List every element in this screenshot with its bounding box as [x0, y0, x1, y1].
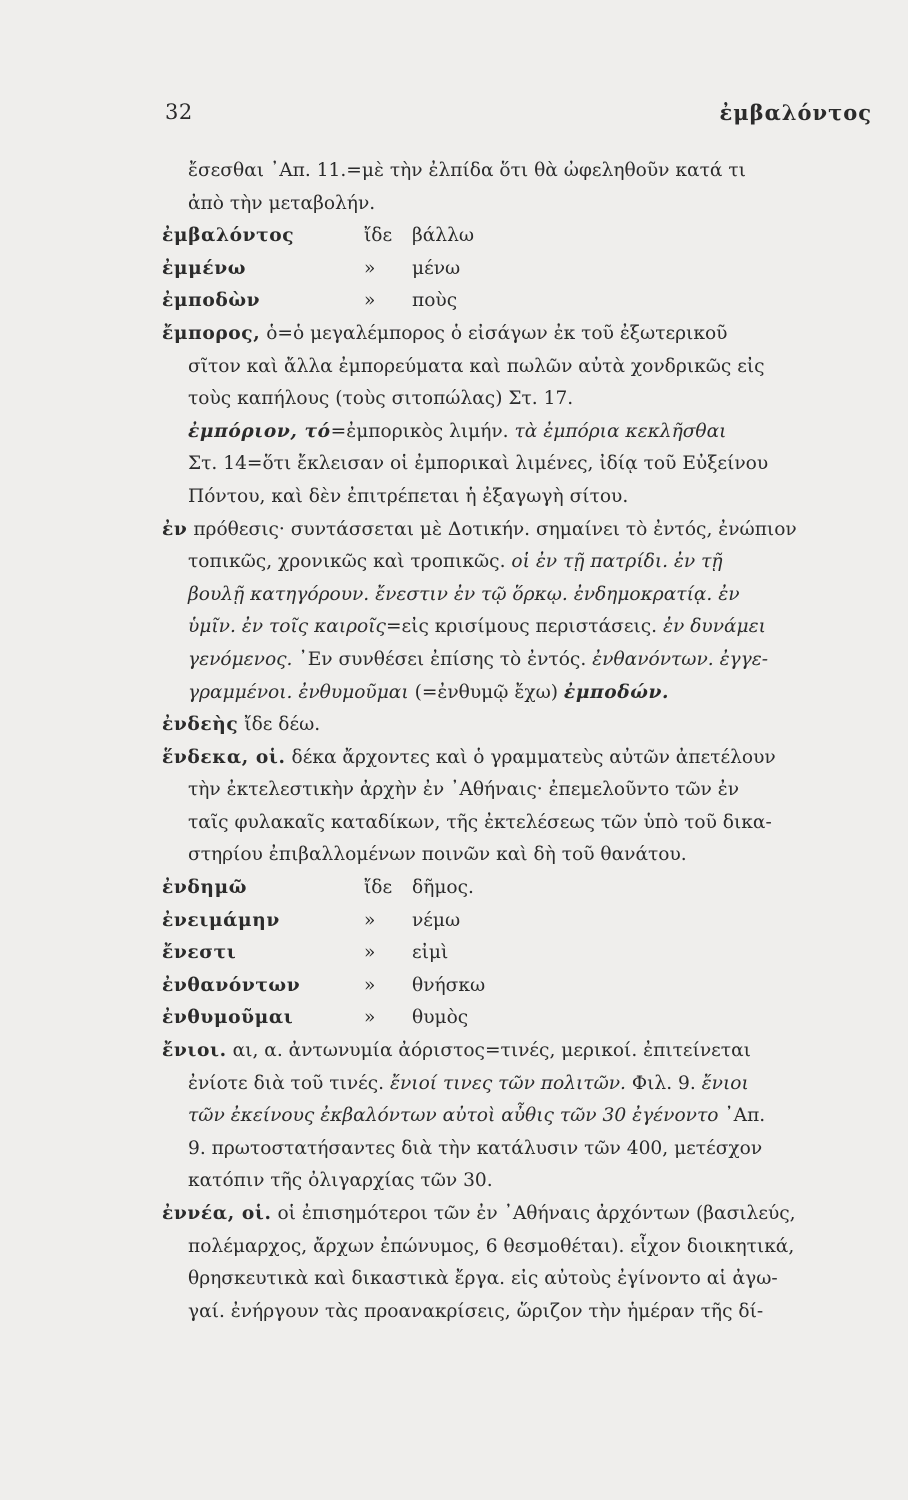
ref-mark: »: [364, 290, 376, 312]
text-line: [162, 416, 876, 449]
ref-target: βάλλω: [412, 225, 475, 247]
text-line: [162, 579, 876, 612]
ref-mark: »: [364, 1007, 376, 1029]
running-head: ἐμβαλόντος: [719, 100, 872, 125]
definition-text: οἱ ἐπισημότεροι τῶν ἐν ᾿Αθήναις ἀρχόντων (βασιλεύς,: [277, 1203, 796, 1224]
text-line: [162, 1100, 876, 1133]
definition-text: αι, α. ἀντωνυμία ἀόριστος=τινές, μερικοί. ἐπιτείνεται: [232, 1040, 751, 1062]
quotation: ὑμῖν. ἐν τοῖς καιροῖς: [188, 616, 386, 638]
definition-text: δέκα ἄρχοντες καὶ ὁ γραμματεὺς αὐτῶν ἀπετέλουν: [291, 746, 776, 768]
ref-mark: ἴδε: [364, 225, 393, 247]
text-line: Πόντου, καὶ δὲν ἐπιτρέπεται ἡ ἐξαγωγὴ σίτου.: [188, 485, 629, 507]
definition-text: τοπικῶς, χρονικῶς καὶ τροπικῶς.: [188, 551, 512, 573]
quotation: ἔνιοι: [701, 1072, 749, 1094]
text-line: [162, 1068, 876, 1101]
headword: ἔνεστι: [162, 942, 237, 964]
dictionary-text: [162, 155, 876, 1328]
headword: ἐνθανόντων: [162, 974, 301, 996]
cross-ref-entry: [162, 1002, 876, 1035]
cross-ref-entry: [162, 220, 876, 253]
entry-line: [162, 1035, 876, 1068]
definition-text: =εἰς κρισίμους περιστάσεις.: [385, 616, 663, 638]
headword: ἐνδημῶ: [162, 877, 248, 899]
entry-line: [162, 742, 876, 775]
text-line: γαί. ἐνήργουν τὰς προανακρίσεις, ὥριζον τὴν ἡμέραν τῆς δί-: [188, 1300, 764, 1322]
text-line: πολέμαρχος, ἄρχων ἐπώνυμος, 6 θεσμοθέται). εἶχον διοικητικά,: [188, 1235, 795, 1257]
cross-ref-entry: [162, 937, 876, 970]
sub-headword: ἐμπόριον, τό: [188, 420, 331, 442]
text-line: Στ. 14=ὅτι ἔκλεισαν οἱ ἐμπορικαὶ λιμένες, ἰδίᾳ τοῦ Εὐξείνου: [188, 453, 769, 475]
text-line: στηρίου ἐπιβαλλομένων ποινῶν καὶ δὴ τοῦ θανάτου.: [188, 844, 687, 866]
quotation: ἐμποδών.: [563, 681, 670, 703]
headword: ἐνθυμοῦμαι: [162, 1007, 294, 1029]
ref-target: θνήσκω: [412, 974, 486, 996]
text-line: 9. πρωτοστατήσαντες διὰ τὴν κατάλυσιν τῶν 400, μετέσχον: [188, 1137, 763, 1159]
ref-mark: »: [364, 942, 376, 964]
text-line: [162, 644, 876, 677]
quotation: βουλῇ κατηγόρουν. ἔνεστιν ἐν τῷ ὅρκῳ. ἐνδημοκρατίᾳ. ἐν: [188, 583, 740, 605]
cross-ref-entry: [162, 905, 876, 938]
ref-target: μένω: [412, 257, 461, 279]
ref-mark: »: [364, 909, 376, 931]
ref-target: δῆμος.: [412, 877, 474, 899]
headword: ἐννέα, οἱ.: [162, 1203, 272, 1224]
text-line: ἔσεσθαι ᾿Απ. 11.=μὲ τὴν ἐλπίδα ὅτι θὰ ὠφεληθοῦν κατά τι: [188, 160, 746, 181]
ref-target: θυμὸς: [412, 1007, 469, 1029]
quotation: οἱ ἐν τῇ πατρίδι. ἐν τῇ: [511, 551, 723, 573]
definition-text: ὁ=ὁ μεγαλέμπορος ὁ εἰσάγων ἐκ τοῦ ἐξωτερικοῦ: [266, 322, 728, 344]
text-line: ἀπὸ τὴν μεταβολήν.: [188, 192, 376, 214]
ref-target: νέμω: [412, 909, 461, 931]
headword: ἐν: [162, 518, 188, 540]
ref-mark: ἴδε: [364, 877, 393, 899]
headword: ἐμμένω: [162, 257, 247, 279]
headword: ἐνειμάμην: [162, 909, 280, 931]
definition-text: =ἐμπορικὸς λιμήν.: [330, 420, 515, 442]
quotation: τῶν ἐκείνους ἐκβαλόντων αὐτοὶ αὖθις τῶν 30 ἐγένοντο: [188, 1105, 719, 1127]
page-header: [165, 100, 872, 136]
cross-ref-entry: [162, 872, 876, 905]
text-line: θρησκευτικὰ καὶ δικαστικὰ ἔργα. εἰς αὐτοὺς ἐγίνοντο αἱ ἀγω-: [188, 1268, 778, 1290]
quotation: τὰ ἐμπόρια κεκλῆσθαι: [514, 420, 727, 442]
citation: Φιλ. 9.: [625, 1072, 702, 1094]
cross-ref-entry: [162, 970, 876, 1003]
headword: ἔνιοι.: [162, 1040, 227, 1062]
quotation: ἔνιοί τινες τῶν πολιτῶν.: [390, 1072, 626, 1094]
definition-text: πρόθεσις· συντάσσεται μὲ Δοτικήν. σημαίνει τὸ ἐντός, ἐνώπιον: [193, 518, 797, 540]
definition-text: ἴδε δέω.: [244, 714, 321, 736]
quotation: ἐν δυνάμει: [663, 616, 766, 638]
quotation: γενόμενος.: [188, 648, 293, 670]
citation: ᾿Απ.: [718, 1105, 766, 1127]
ref-mark: »: [364, 974, 376, 996]
entry-line: [162, 318, 876, 351]
text-line: τοὺς καπήλους (τοὺς σιτοπώλας) Στ. 17.: [188, 388, 574, 410]
cross-ref-entry: [162, 253, 876, 286]
headword: ἐμποδὼν: [162, 290, 261, 312]
page-number: 32: [165, 100, 193, 124]
text-line: σῖτον καὶ ἄλλα ἐμπορεύματα καὶ πωλῶν αὐτὰ χονδρικῶς εἰς: [188, 355, 765, 377]
headword: ἔμπορος,: [162, 322, 261, 344]
headword: ἐνδεὴς: [162, 714, 239, 736]
quotation: ἐνθανόντων. ἐγγε-: [592, 648, 769, 670]
definition-text: (=ἐνθυμῷ ἔχω): [408, 681, 564, 703]
entry-line: [162, 514, 876, 547]
definition-text: ᾿Εν συνθέσει ἐπίσης τὸ ἐντός.: [292, 648, 593, 670]
text-line: τὴν ἐκτελεστικὴν ἀρχὴν ἐν ᾿Αθήναις· ἐπεμελοῦντο τῶν ἐν: [188, 779, 740, 801]
text-line: [162, 546, 876, 579]
cross-ref-entry: [162, 285, 876, 318]
text-line: [162, 611, 876, 644]
entry-line: [162, 1198, 876, 1231]
headword: ἕνδεκα, οἱ.: [162, 746, 286, 768]
headword: ἐμβαλόντος: [162, 225, 295, 247]
definition-text: ἐνίοτε διὰ τοῦ τινές.: [188, 1072, 390, 1094]
text-line: [162, 677, 876, 710]
text-line: ταῖς φυλακαῖς καταδίκων, τῆς ἐκτελέσεως τῶν ὑπὸ τοῦ δικα-: [188, 811, 772, 833]
quotation: γραμμένοι. ἐνθυμοῦμαι: [188, 681, 409, 703]
entry-line: [162, 709, 876, 742]
ref-target: ποὺς: [412, 290, 458, 312]
ref-mark: »: [364, 257, 376, 279]
ref-target: εἰμὶ: [412, 942, 449, 964]
text-line: κατόπιν τῆς ὀλιγαρχίας τῶν 30.: [188, 1170, 493, 1192]
